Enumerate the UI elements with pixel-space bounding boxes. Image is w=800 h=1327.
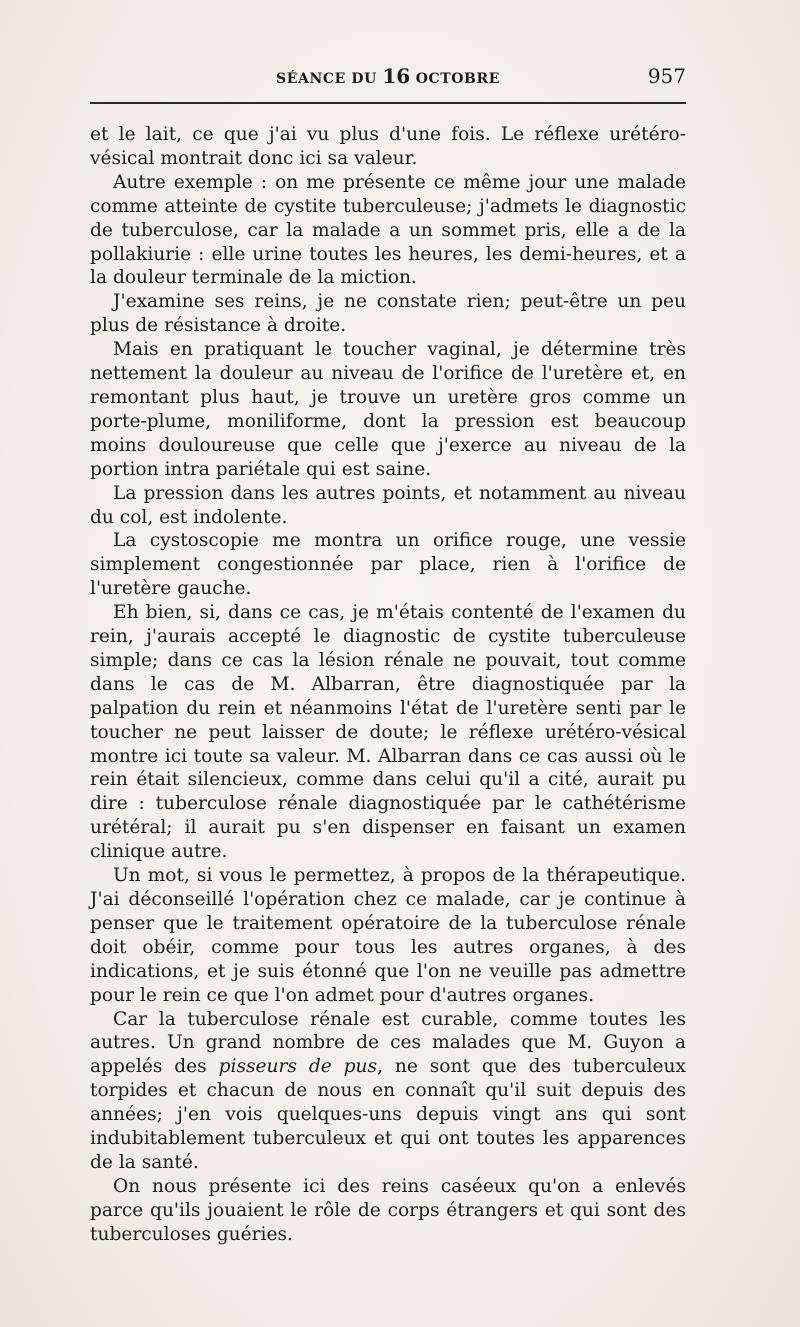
paragraph-3: J'examine ses reins, je ne constate rien; peut-être un peu plus de résistance à droite. (90, 291, 686, 337)
paragraph-9-italic: pisseurs de pus (218, 1056, 378, 1078)
paragraph-1: et le lait, ce que j'ai vu plus d'une fois. Le réflexe urétéro-vésical montrait donc ici sa valeur. (90, 124, 686, 169)
running-title-prefix: SÉANCE DU (276, 71, 383, 87)
paragraph-6: La cystoscopie me montra un orifice rouge, une vessie simplement congestionnée par place, rien à l'orifice de l'uretère gauche. (90, 530, 686, 600)
paragraph-7: Eh bien, si, dans ce cas, je m'étais contenté de l'examen du rein, j'aurais accepté le diagnostic de cystite tuberculeuse simple; dans ce cas la lésion rénale ne pouvait, tout comme dans le cas de M. Albarran, être diagnostiquée par la palpation du rein et néanmoins l'état de l'uretère senti par le toucher ne peut laisser de doute; le réflexe urétéro-vésical montre ici toute sa valeur. M. Albarran dans ce cas aussi où le rein était silencieux, comme dans celui qu'il a cité, aurait pu dire : tuberculose rénale diagnostiquée par le cathétérisme urétéral; il aurait pu s'en dispenser en faisant un examen clinique autre. (90, 602, 686, 863)
running-title-day: 16 (382, 64, 411, 88)
page-number: 957 (647, 64, 686, 88)
body-text (90, 123, 686, 1247)
paragraph-4: Mais en pratiquant le toucher vaginal, je détermine très nettement la douleur au niveau de l'orifice de l'uretère et, en remontant plus haut, je trouve un uretère gros comme un porte-plume, moniliforme, dont la pression est beaucoup moins douloureuse que celle que j'exerce au niveau de la portion intra pariétale qui est saine. (90, 339, 686, 480)
paragraph-10: On nous présente ici des reins caséeux qu'on a enlevés parce qu'ils jouaient le rôle de corps étrangers et qui sont des tuberculoses guéries. (90, 1175, 686, 1245)
paragraph-8: Un mot, si vous le permettez, à propos de la thérapeutique. J'ai déconseillé l'opération chez ce malade, car je continue à penser que le traitement opératoire de la tuberculose rénale doit obéir, comme pour tous les autres organes, à des indications, et je suis étonné que l'on ne veuille pas admettre pour le rein ce que l'on admet pour d'autres organes. (90, 865, 686, 1006)
paragraph-5: La pression dans les autres points, et notamment au niveau du col, est indolente. (90, 482, 686, 528)
running-title (90, 62, 686, 93)
page-header (90, 62, 686, 94)
paragraph-9 (90, 1008, 686, 1175)
running-title-suffix: OCTOBRE (410, 71, 500, 87)
paragraph-9-text-before: Car la tuberculose rénale est curable, comme toutes les autres. Un grand nombre de ces malades que M. Guyon a appelés des (90, 1008, 686, 1078)
paragraph-2: Autre exemple : on me présente ce même jour une malade comme atteinte de cystite tuberculeuse; j'admets le diagnostic de tuberculose, car la malade a un sommet pris, elle a de la pollakiurie : elle urine toutes les heures, les demi-heures, et a la douleur terminale de la miction. (90, 171, 686, 289)
header-rule (90, 102, 686, 104)
paragraph-9-text-after: , ne sont que des tuberculeux torpides et chacun de nous en connaît qu'il suit depuis des années; j'en vois quelques-uns depuis vingt ans qui sont indubitablement tuberculeux et qui ont toutes les apparences de la santé. (90, 1056, 687, 1173)
